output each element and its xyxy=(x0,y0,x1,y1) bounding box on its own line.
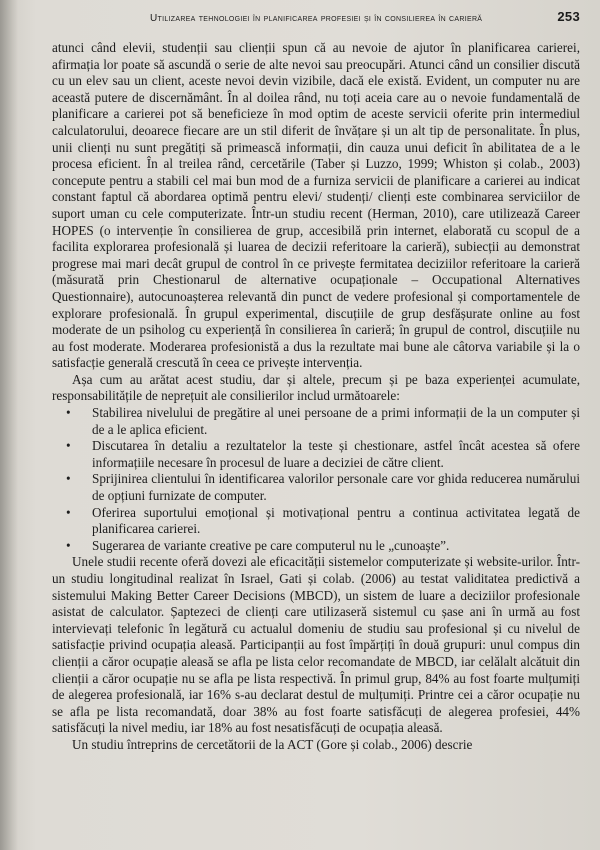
list-item: • Sprijinirea clientului în identificarea valorilor personale care vor ghida reducerea numărului de opțiuni furnizate de computer. xyxy=(92,471,580,504)
paragraph: atunci când elevii, studenții sau clienții spun că au nevoie de ajutor în planificarea carierei, afirmația lor poate să ascundă o serie de alte nevoi sau preocupări. Atunci când un consilier discută cu un elev sau un client, aceste nevoi devin vizibile, dacă ele există. Evident, un computer nu are această putere de discernământ. În al doilea rând, nu toți aceia care au o nevoie fundamentală de planificare a carierei pot să beneficieze în mod optim de aceste servicii oferite prin intermediul calculatorului, deoarece fiecare are un stil diferit de învățare și un alt tip de personalitate. În plus, unii clienți nu sunt pregătiți să primească informații, din cauza unui deficit în abilitatea de a le procesa eficient. În al treilea rând, cercetările (Taber și Luzzo, 1999; Whiston și colab., 2003) concepute pentru a stabili cel mai bun mod de a furniza servicii de planificare a carierei au indicat constant faptul că abordarea optimă pentru elevi/ studenți/ clienți este combinarea serviciilor de suport uman cu cele computerizate. Într-un studiu recent (Herman, 2010), care utilizează Career HOPES (o intervenție în consilierea de grup, accesibilă prin internet, elaborată cu scopul de a facilita explorarea profesională și luarea de decizii referitoare la carieră), subiecții au demonstrat progrese mai mari decât grupul de control în ce privește fermitatea deciziilor referitoare la carieră (măsurată prin Chestionarul de alternative ocupaționale – Occupational Alternatives Questionnaire), autocunoașterea relevantă din punct de vedere profesional și comportamentele de explorare profesională. În grupul experimental, discuțiile de grup desfășurate online au fost moderate de un psiholog cu experiență în consilierea în carieră; în grupul de control, discuțiile nu au fost moderate. Moderarea profesionistă a dus la rezultate mai bune ale câtorva variabile și la o satisfacție generală crescută în ceea ce privește intervenția. xyxy=(52,40,580,371)
list-item: • Oferirea suportului emoțional și motivațional pentru a continua activitatea legată de planificarea carierei. xyxy=(92,505,580,538)
list-item: • Sugerarea de variante creative pe care computerul nu le „cunoaște”. xyxy=(92,538,580,555)
page-body xyxy=(52,40,580,754)
bullet-list xyxy=(52,405,580,554)
running-title: Utilizarea tehnologiei în planificarea profesiei și în consilierea în carieră xyxy=(150,13,483,24)
running-header xyxy=(150,9,580,24)
paragraph: Așa cum au arătat acest studiu, dar și altele, precum și pe baza experienței acumulate, responsabilitățile de neprețuit ale consilierilor includ următoarele: xyxy=(52,371,580,404)
paragraph: Unele studii recente oferă dovezi ale eficacității sistemelor computerizate și website-urilor. Într-un studiu longitudinal realizat în Israel, Gati și colab. (2006) au testat validitatea predictivă a sistemului Making Better Career Decisions (MBCD), un sistem de luare a deciziilor profesionale asistat de calculator. Șaptezeci de clienți care utilizaseră sistemul cu șase ani în urmă au fost intervievați telefonic în legătură cu actualul domeniu de studiu sau profesional și cu nivelul de satisfacție privind ocupația aleasă. Participanții au fost împărțiți în două grupuri: unul compus din clienții a căror ocupație aleasă se afla pe lista celor recomandate de MBCD, iar celălalt alcătuit din clienții a căror ocupație nu se afla pe lista respectivă. În primul grup, 84% au fost foarte mulțumiți de alegerea profesională, iar 16% s-au declarat destul de mulțumiți. Printre cei a căror ocupație nu se afla pe lista recomandată, doar 38% au fost foarte satisfăcuți de alegerea profesiei, 44% satisfăcuți la nivel mediu, iar 18% au fost nesatisfăcuți de ocupația aleasă. xyxy=(52,554,580,736)
page-number: 253 xyxy=(557,9,580,24)
page-binding-shadow xyxy=(0,0,18,850)
list-item: • Discutarea în detaliu a rezultatelor la teste și chestionare, astfel încât acestea să ofere informațiile necesare în procesul de luare a deciziei de către client. xyxy=(92,438,580,471)
paragraph: Un studiu întreprins de cercetătorii de la ACT (Gore și colab., 2006) descrie xyxy=(72,736,473,752)
list-item: • Stabilirea nivelului de pregătire al unei persoane de a primi informații de la un computer și de a le aplica eficient. xyxy=(92,405,580,438)
